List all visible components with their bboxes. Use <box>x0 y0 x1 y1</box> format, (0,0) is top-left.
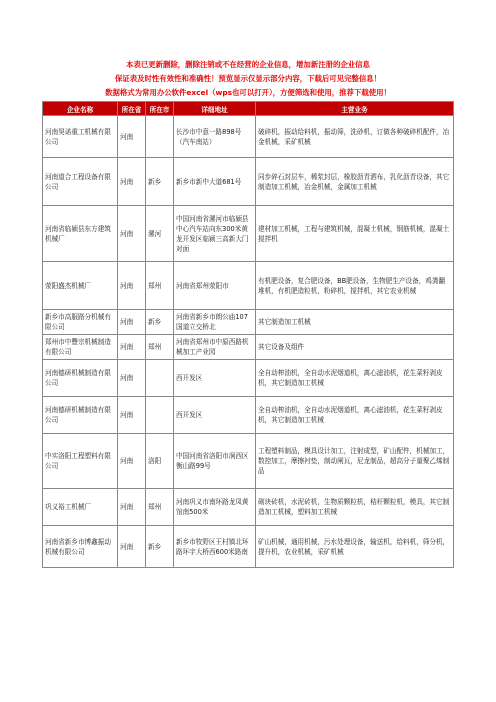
business-cell: 其它设备及组件 <box>256 335 454 360</box>
province-cell: 河南 <box>118 526 146 568</box>
company-name-cell: 河南德研机械制造有限公司 <box>43 360 118 397</box>
notice-line-3: 数据格式为常用办公软件excel（wps也可以打开），方便筛选和使用，推荐下载使用！ <box>105 88 391 97</box>
company-name-cell: 河南德研机械制造有限公司 <box>43 397 118 434</box>
province-cell: 河南 <box>118 335 146 360</box>
province-cell: 河南 <box>118 116 146 158</box>
company-name-cell: 河南省临颍县东方建筑机械厂 <box>43 206 118 262</box>
company-name-cell: 巩义裕工机械厂 <box>43 489 118 526</box>
address-cell: 西开发区 <box>174 360 256 397</box>
business-cell: 砌块砖机，水泥砖机，生物质颗粒机，秸秆颗粒机，模具，其它制造加工机械，塑料加工机械 <box>256 489 454 526</box>
address-cell: 新乡市牧野区王村镇北环路环宇大桥西600米路南 <box>174 526 256 568</box>
city-cell: 洛阳 <box>146 434 174 489</box>
header-company-name: 企业名称 <box>43 102 118 116</box>
city-cell <box>146 360 174 397</box>
address-cell: 长沙市中意一路898号（汽车南站） <box>174 116 256 158</box>
address-cell: 河南省郑州荥阳市 <box>174 262 256 310</box>
address-cell: 西开发区 <box>174 397 256 434</box>
table-row <box>43 116 454 158</box>
table-row <box>43 489 454 526</box>
city-cell <box>146 397 174 434</box>
header-province: 所在省 <box>118 102 146 116</box>
address-cell: 新乡市新中大道681号 <box>174 158 256 206</box>
table-row <box>43 434 454 489</box>
province-cell: 河南 <box>118 310 146 335</box>
table-header-row <box>43 102 454 116</box>
company-name-cell: 荥阳盛杰机械厂 <box>43 262 118 310</box>
company-name-cell: 中实洛阳工程塑料有限公司 <box>43 434 118 489</box>
province-cell: 河南 <box>118 262 146 310</box>
city-cell: 漯河 <box>146 206 174 262</box>
header-address: 详细地址 <box>174 102 256 116</box>
address-cell: 中国河南省洛阳市涧西区衡山路99号 <box>174 434 256 489</box>
address-cell: 河南巩义市南环路龙凤黄馆南500米 <box>174 489 256 526</box>
business-cell: 矿山机械，通用机械，污水处理设备，输送机，给料机，筛分机，提升机，农业机械，采矿机械 <box>256 526 454 568</box>
company-table <box>42 101 454 568</box>
address-cell: 河南省新乡市朗公庙107国道立交桥北 <box>174 310 256 335</box>
table-row <box>43 335 454 360</box>
city-cell: 郑州 <box>146 489 174 526</box>
province-cell: 河南 <box>118 489 146 526</box>
table-row <box>43 526 454 568</box>
city-cell: 新乡 <box>146 158 174 206</box>
header-city: 所在市 <box>146 102 174 116</box>
notice-line-1: 本表已更新删除，删除注销或不在经营的企业信息，增加新注册的企业信息 <box>126 60 370 69</box>
province-cell: 河南 <box>118 360 146 397</box>
business-cell: 全自动榨油机，全自动水泥烟道机，离心滤油机，花生菜籽剥皮机，其它制造加工机械 <box>256 360 454 397</box>
table-row <box>43 397 454 434</box>
city-cell: 新乡 <box>146 310 174 335</box>
table-row <box>43 360 454 397</box>
address-cell: 中国河南省漯河市临颍县中心汽车站向东300米黄龙开发区临颍三高新大门对面 <box>174 206 256 262</box>
business-cell: 全自动榨油机，全自动水泥烟道机，离心滤油机，花生菜籽剥皮机，其它制造加工机械 <box>256 397 454 434</box>
province-cell: 河南 <box>118 397 146 434</box>
table-row <box>43 310 454 335</box>
business-cell: 有机肥设备，复合肥设备，BB肥设备，生物肥生产设备，鸡粪翻堆机，有机肥造粒机，粉碎机，搅拌机，其它农业机械 <box>256 262 454 310</box>
company-name-cell: 河南省新乡市博鑫振动机械有限公司 <box>43 526 118 568</box>
table-row <box>43 262 454 310</box>
business-cell: 破碎机，振动给料机，振动筛，洗砂机，订做各种破碎机配件，冶金机械，采矿机械 <box>256 116 454 158</box>
company-name-cell: 河南道合工程设备有限公司 <box>43 158 118 206</box>
company-name-cell: 新乡市高服路分机械有限公司 <box>43 310 118 335</box>
city-cell: 郑州 <box>146 335 174 360</box>
company-name-cell: 河南昊诺重工机械有限公司 <box>43 116 118 158</box>
business-cell: 其它制造加工机械 <box>256 310 454 335</box>
table-row <box>43 206 454 262</box>
header-business: 主营业务 <box>256 102 454 116</box>
business-cell: 工程塑料制品，模具设计加工，注射成型，矿山配件，机械加工，数控加工，摩擦衬垫，制动闸瓦，尼龙制品，超高分子量聚乙烯制品 <box>256 434 454 489</box>
table-row <box>43 158 454 206</box>
company-name-cell: 郑州市中豐宗机械制造有限公司 <box>43 335 118 360</box>
province-cell: 河南 <box>118 206 146 262</box>
address-cell: 河南省郑州市中原西路机械加工产业园 <box>174 335 256 360</box>
city-cell: 郑州 <box>146 262 174 310</box>
city-cell: 新乡 <box>146 526 174 568</box>
province-cell: 河南 <box>118 158 146 206</box>
business-cell: 同步碎石封层车，稀浆封层，橡胶沥青洒布，乳化沥青设备，其它制造加工机械，冶金机械，金属加工机械 <box>256 158 454 206</box>
business-cell: 建材加工机械，工程与建筑机械，混凝土机械，钢筋机械，混凝土搅拌机 <box>256 206 454 262</box>
notice-line-2: 保证表及时性有效性和准确性！预览显示仅显示部分内容，下载后可见完整信息！ <box>114 74 382 83</box>
city-cell <box>146 116 174 158</box>
province-cell: 河南 <box>118 434 146 489</box>
